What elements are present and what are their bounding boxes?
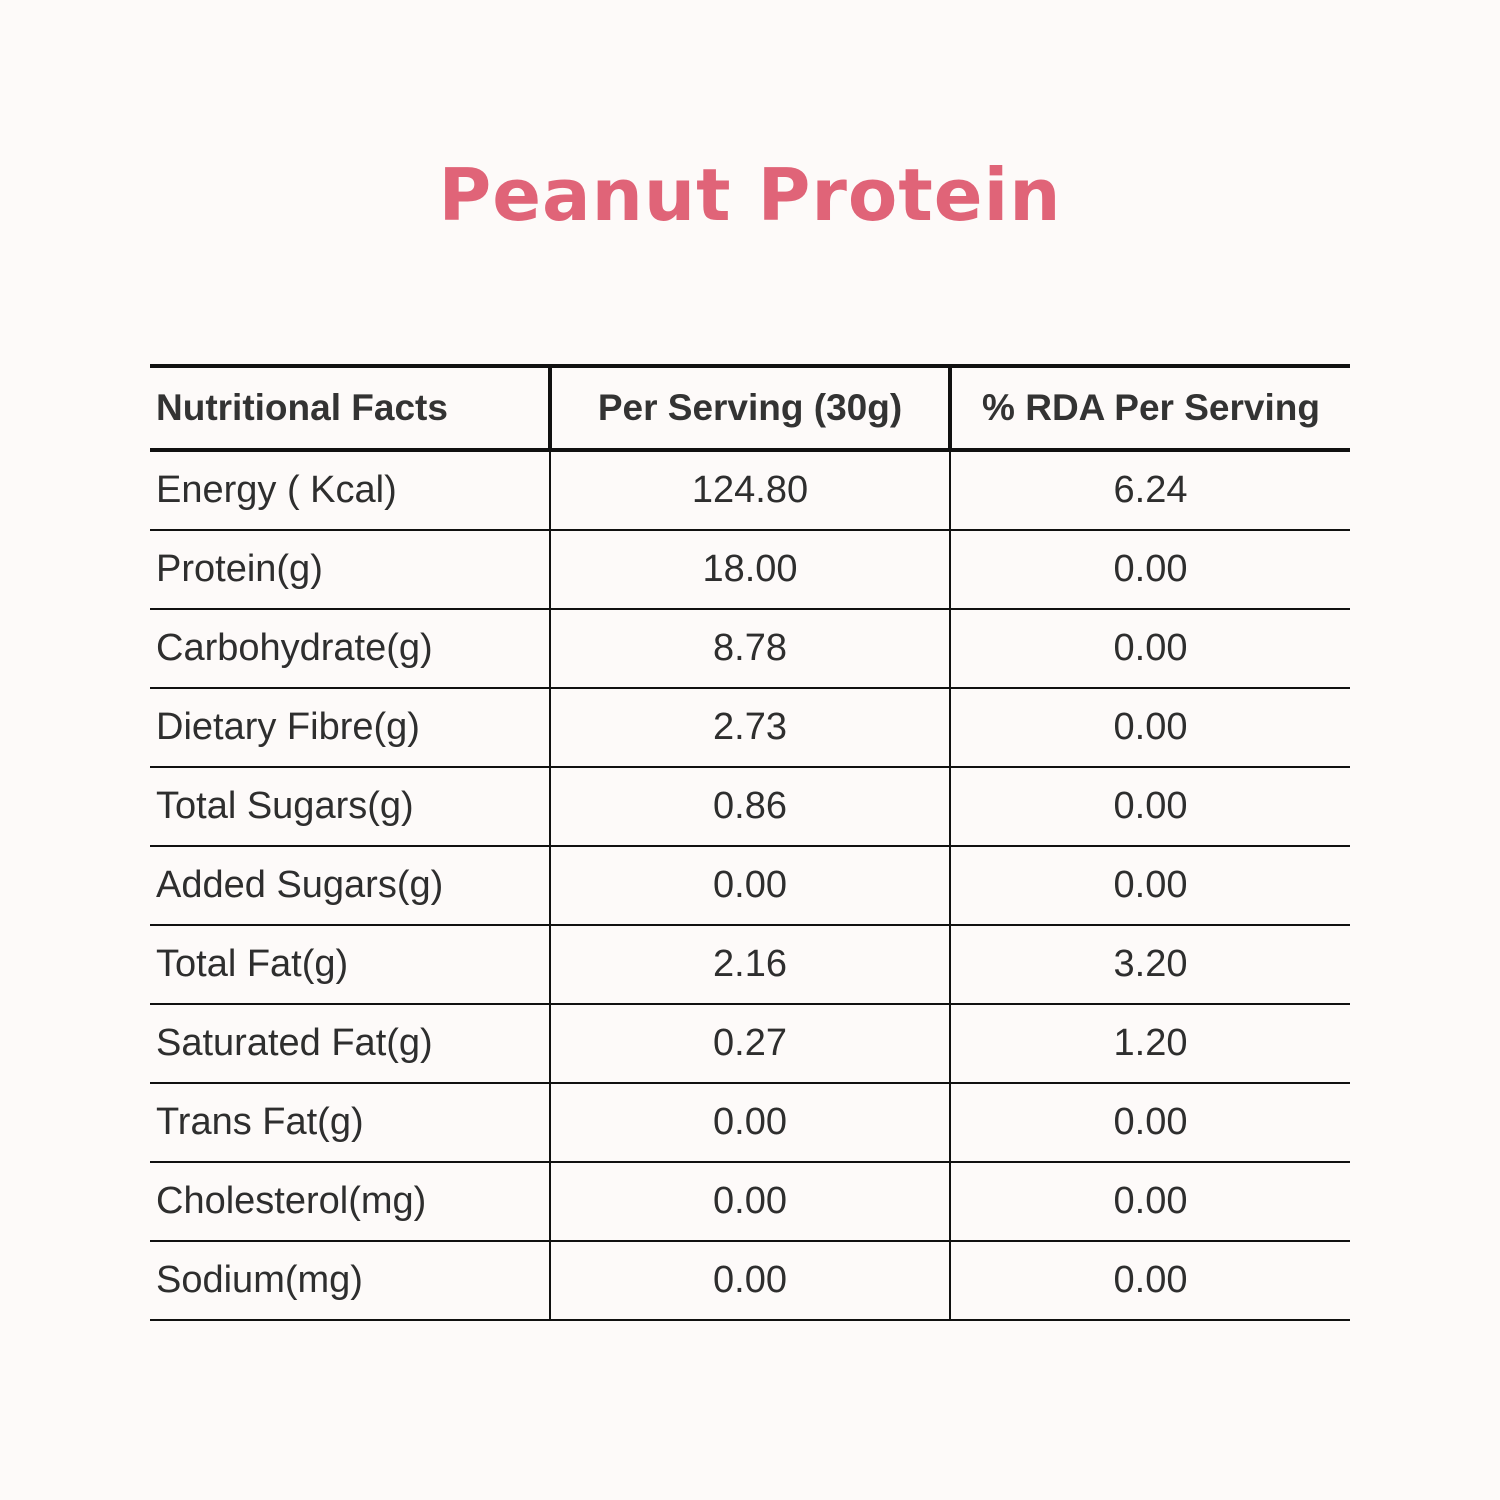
nutrient-name: Added Sugars(g) xyxy=(150,846,550,925)
column-header-nutritional-facts: Nutritional Facts xyxy=(150,366,550,450)
rda-value: 1.20 xyxy=(950,1004,1350,1083)
per-serving-value: 0.00 xyxy=(550,1083,950,1162)
rda-value: 0.00 xyxy=(950,688,1350,767)
nutrient-name: Protein(g) xyxy=(150,530,550,609)
nutrient-name: Saturated Fat(g) xyxy=(150,1004,550,1083)
rda-value: 0.00 xyxy=(950,1083,1350,1162)
rda-value: 0.00 xyxy=(950,1241,1350,1320)
rda-value: 6.24 xyxy=(950,450,1350,530)
nutrient-name: Trans Fat(g) xyxy=(150,1083,550,1162)
per-serving-value: 0.27 xyxy=(550,1004,950,1083)
table-row xyxy=(150,846,1350,925)
per-serving-value: 2.16 xyxy=(550,925,950,1004)
nutrient-name: Carbohydrate(g) xyxy=(150,609,550,688)
per-serving-value: 0.86 xyxy=(550,767,950,846)
rda-value: 3.20 xyxy=(950,925,1350,1004)
table-row xyxy=(150,609,1350,688)
table-row xyxy=(150,1004,1350,1083)
table-row xyxy=(150,1083,1350,1162)
per-serving-value: 0.00 xyxy=(550,1162,950,1241)
column-header-rda: % RDA Per Serving xyxy=(950,366,1350,450)
rda-value: 0.00 xyxy=(950,530,1350,609)
rda-value: 0.00 xyxy=(950,609,1350,688)
nutrition-table xyxy=(150,364,1350,1321)
per-serving-value: 2.73 xyxy=(550,688,950,767)
table-row xyxy=(150,688,1350,767)
page-title: Peanut Protein xyxy=(438,153,1062,237)
table-row xyxy=(150,530,1350,609)
table-row xyxy=(150,450,1350,530)
table-row xyxy=(150,1241,1350,1320)
per-serving-value: 0.00 xyxy=(550,846,950,925)
rda-value: 0.00 xyxy=(950,767,1350,846)
per-serving-value: 18.00 xyxy=(550,530,950,609)
per-serving-value: 124.80 xyxy=(550,450,950,530)
nutrient-name: Total Fat(g) xyxy=(150,925,550,1004)
rda-value: 0.00 xyxy=(950,1162,1350,1241)
nutrient-name: Cholesterol(mg) xyxy=(150,1162,550,1241)
nutrient-name: Sodium(mg) xyxy=(150,1241,550,1320)
nutrient-name: Total Sugars(g) xyxy=(150,767,550,846)
rda-value: 0.00 xyxy=(950,846,1350,925)
column-header-per-serving: Per Serving (30g) xyxy=(550,366,950,450)
per-serving-value: 0.00 xyxy=(550,1241,950,1320)
table-row xyxy=(150,1162,1350,1241)
table-row xyxy=(150,767,1350,846)
table-row xyxy=(150,925,1350,1004)
table-header-row xyxy=(150,366,1350,450)
nutrient-name: Dietary Fibre(g) xyxy=(150,688,550,767)
nutrient-name: Energy ( Kcal) xyxy=(150,450,550,530)
per-serving-value: 8.78 xyxy=(550,609,950,688)
